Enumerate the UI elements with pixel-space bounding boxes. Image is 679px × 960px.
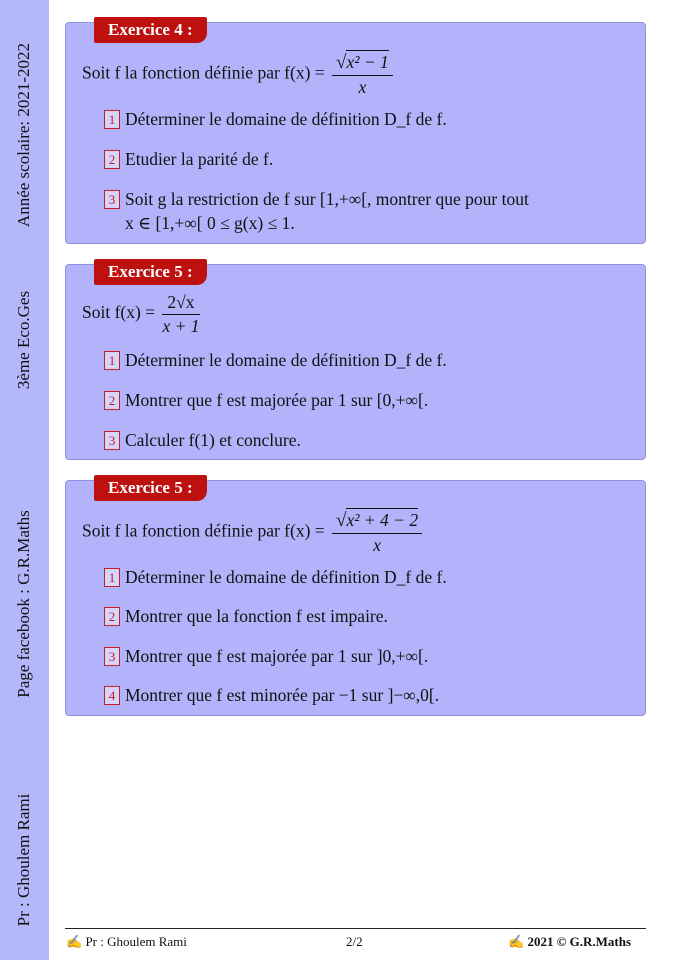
- exercise-tag: Exercice 5 :: [94, 475, 207, 501]
- formula-numerator: 2√x: [162, 291, 199, 315]
- question-text: Montrer que f est majorée par 1 sur ]0,+∞[.: [125, 646, 429, 666]
- exercise-intro: [82, 509, 425, 556]
- question-number: 1: [104, 110, 120, 129]
- author-vertical: Pr : Ghoulem Rami: [14, 793, 33, 927]
- formula-fraction: [162, 291, 199, 337]
- footer-author: [66, 934, 187, 950]
- page-number: 2/2: [346, 934, 363, 949]
- formula-numerator: x² − 1: [346, 52, 389, 72]
- question-number: 4: [104, 686, 120, 705]
- school-year: Année scolaire: 2021-2022: [14, 42, 33, 228]
- intro-text: Soit f la fonction définie par f(x) =: [82, 62, 325, 83]
- exercise-card-3: [65, 480, 646, 716]
- formula-fraction: $\frac{\text{√x² + 4 − 2}}{x}$: [332, 509, 422, 556]
- exercise-intro: [82, 291, 203, 337]
- question-item: [104, 606, 388, 627]
- question-number: 3: [104, 647, 120, 666]
- question-number: 2: [104, 391, 120, 410]
- class-level: 3ème Eco.Ges: [14, 290, 33, 390]
- question-item: [104, 350, 447, 371]
- formula-denominator: x + 1: [162, 316, 200, 336]
- question-item: [104, 430, 301, 451]
- formula-fraction: $\frac{\text{√x² − 1}}{x}$: [332, 51, 393, 98]
- exercise-card-1: [65, 22, 646, 244]
- question-text-continued: x ∈ [1,+∞[ 0 ≤ g(x) ≤ 1.: [125, 213, 295, 233]
- intro-text: Soit f la fonction définie par f(x) =: [82, 520, 325, 541]
- question-text: Déterminer le domaine de définition D_f de f.: [125, 350, 447, 370]
- question-number: 2: [104, 607, 120, 626]
- question-item: [104, 567, 447, 588]
- question-text: Soit g la restriction de f sur [1,+∞[, montrer que pour tout: [125, 189, 529, 209]
- footer-divider: [65, 928, 646, 929]
- question-item: [104, 109, 447, 130]
- intro-text: Soit f(x) =: [82, 302, 156, 323]
- question-item: [104, 189, 529, 210]
- question-item: [104, 646, 428, 667]
- question-number: 1: [104, 351, 120, 370]
- formula-denominator: x: [358, 77, 367, 97]
- question-text: Déterminer le domaine de définition D_f de f.: [125, 109, 447, 129]
- formula-denominator: x: [373, 535, 381, 555]
- pen-icon: ✍: [508, 934, 525, 949]
- question-number: 3: [104, 431, 120, 450]
- formula-numerator: x² + 4 − 2: [346, 510, 419, 530]
- exercise-card-2: [65, 264, 646, 460]
- footer-copyright-text: 2021 © G.R.Maths: [527, 934, 632, 949]
- question-text: Calculer f(1) et conclure.: [125, 430, 301, 450]
- question-item: [104, 149, 273, 170]
- question-text: Etudier la parité de f.: [125, 149, 274, 169]
- exercise-tag: Exercice 5 :: [94, 259, 207, 285]
- question-item: [104, 685, 439, 706]
- footer-copyright: [508, 934, 631, 950]
- question-number: 1: [104, 568, 120, 587]
- question-text: Montrer que la fonction f est impaire.: [125, 606, 388, 626]
- sidebar: [0, 0, 49, 960]
- question-number: 2: [104, 150, 120, 169]
- facebook-page: Page facebook : G.R.Maths: [14, 510, 33, 698]
- question-item: [104, 390, 428, 411]
- question-text: Montrer que f est minorée par −1 sur ]−∞,0[.: [125, 685, 440, 705]
- footer-author-text: Pr : Ghoulem Rami: [85, 934, 187, 949]
- pen-icon: ✍: [66, 934, 83, 949]
- question-text: Déterminer le domaine de définition D_f de f.: [125, 567, 447, 587]
- exercise-intro: [82, 51, 396, 98]
- exercise-tag: Exercice 4 :: [94, 17, 207, 43]
- question-number: 3: [104, 190, 120, 209]
- question-text: Montrer que f est majorée par 1 sur [0,+∞[.: [125, 390, 429, 410]
